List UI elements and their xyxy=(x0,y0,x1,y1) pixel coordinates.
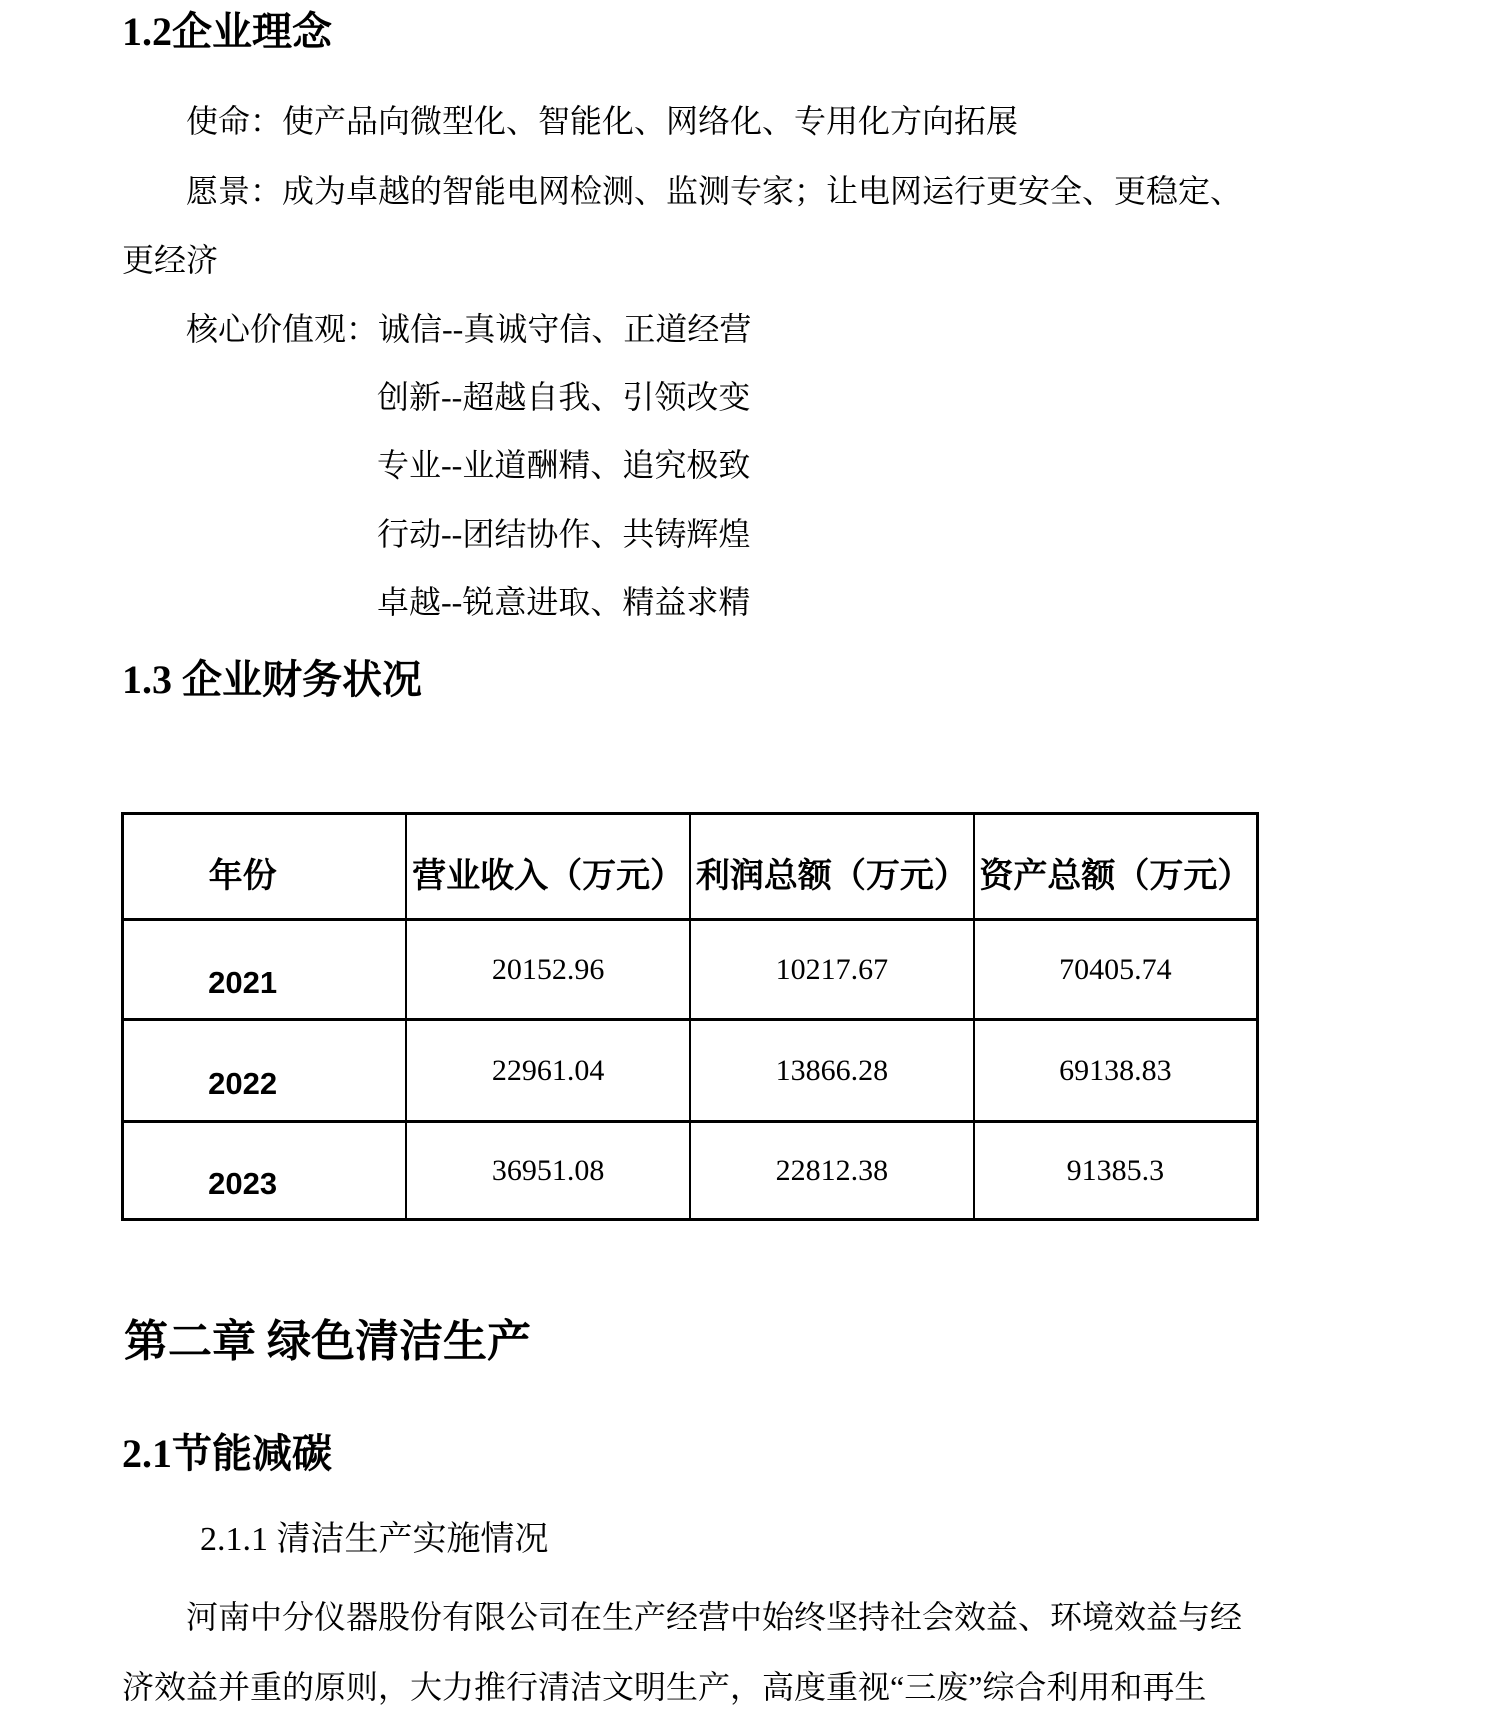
header-assets: 资产总额（万元） xyxy=(974,814,1258,920)
revenue-cell: 20152.96 xyxy=(406,920,690,1020)
assets-cell: 70405.74 xyxy=(974,920,1258,1020)
header-profit: 利润总额（万元） xyxy=(690,814,974,920)
finance-table-body xyxy=(123,920,1258,1220)
vision-line-2: 更经济 xyxy=(122,242,219,278)
section-1-2-heading: 1.2企业理念 xyxy=(122,9,332,54)
core-value-integrity: 诚信--真诚守信、正道经营 xyxy=(378,311,752,347)
finance-table-header xyxy=(123,814,1258,920)
header-revenue: 营业收入（万元） xyxy=(406,814,690,920)
year-cell: 2023 xyxy=(123,1122,407,1220)
finance-table xyxy=(121,812,1259,1221)
core-value-excellence: 卓越--锐意进取、精益求精 xyxy=(377,584,751,620)
year-cell: 2022 xyxy=(123,1020,407,1122)
core-values-line-1 xyxy=(186,310,751,348)
paragraph-line-2: 济效益并重的原则，大力推行清洁文明生产，高度重视“三废”综合利用和再生 xyxy=(122,1669,1207,1705)
revenue-cell: 36951.08 xyxy=(406,1122,690,1220)
core-value-professionalism: 专业--业道酬精、追究极致 xyxy=(377,447,751,483)
paragraph-line-1: 河南中分仪器股份有限公司在生产经营中始终坚持社会效益、环境效益与经 xyxy=(186,1599,1243,1635)
core-value-action: 行动--团结协作、共铸辉煌 xyxy=(377,516,751,552)
section-2-1-heading: 2.1节能减碳 xyxy=(122,1431,332,1476)
core-values-label: 核心价值观： xyxy=(186,311,379,347)
mission-line: 使命：使产品向微型化、智能化、网络化、专用化方向拓展 xyxy=(186,103,1019,139)
table-row-2021 xyxy=(123,920,1258,1020)
assets-cell: 69138.83 xyxy=(974,1020,1258,1122)
header-year: 年份 xyxy=(123,814,407,920)
vision-line-1: 愿景：成为卓越的智能电网检测、监测专家；让电网运行更安全、更稳定、 xyxy=(186,173,1243,209)
header-row xyxy=(123,814,1258,920)
profit-cell: 10217.67 xyxy=(690,920,974,1020)
section-2-1-1-heading: 2.1.1 清洁生产实施情况 xyxy=(200,1521,549,1558)
year-cell: 2021 xyxy=(123,920,407,1020)
profit-cell: 13866.28 xyxy=(690,1020,974,1122)
assets-cell: 91385.3 xyxy=(974,1122,1258,1220)
table-row-2023 xyxy=(123,1122,1258,1220)
core-value-innovation: 创新--超越自我、引领改变 xyxy=(377,379,751,415)
table-row-2022 xyxy=(123,1020,1258,1122)
revenue-cell: 22961.04 xyxy=(406,1020,690,1122)
section-1-3-heading: 1.3 企业财务状况 xyxy=(122,657,422,702)
chapter-2-heading: 第二章 绿色清洁生产 xyxy=(124,1317,531,1366)
profit-cell: 22812.38 xyxy=(690,1122,974,1220)
